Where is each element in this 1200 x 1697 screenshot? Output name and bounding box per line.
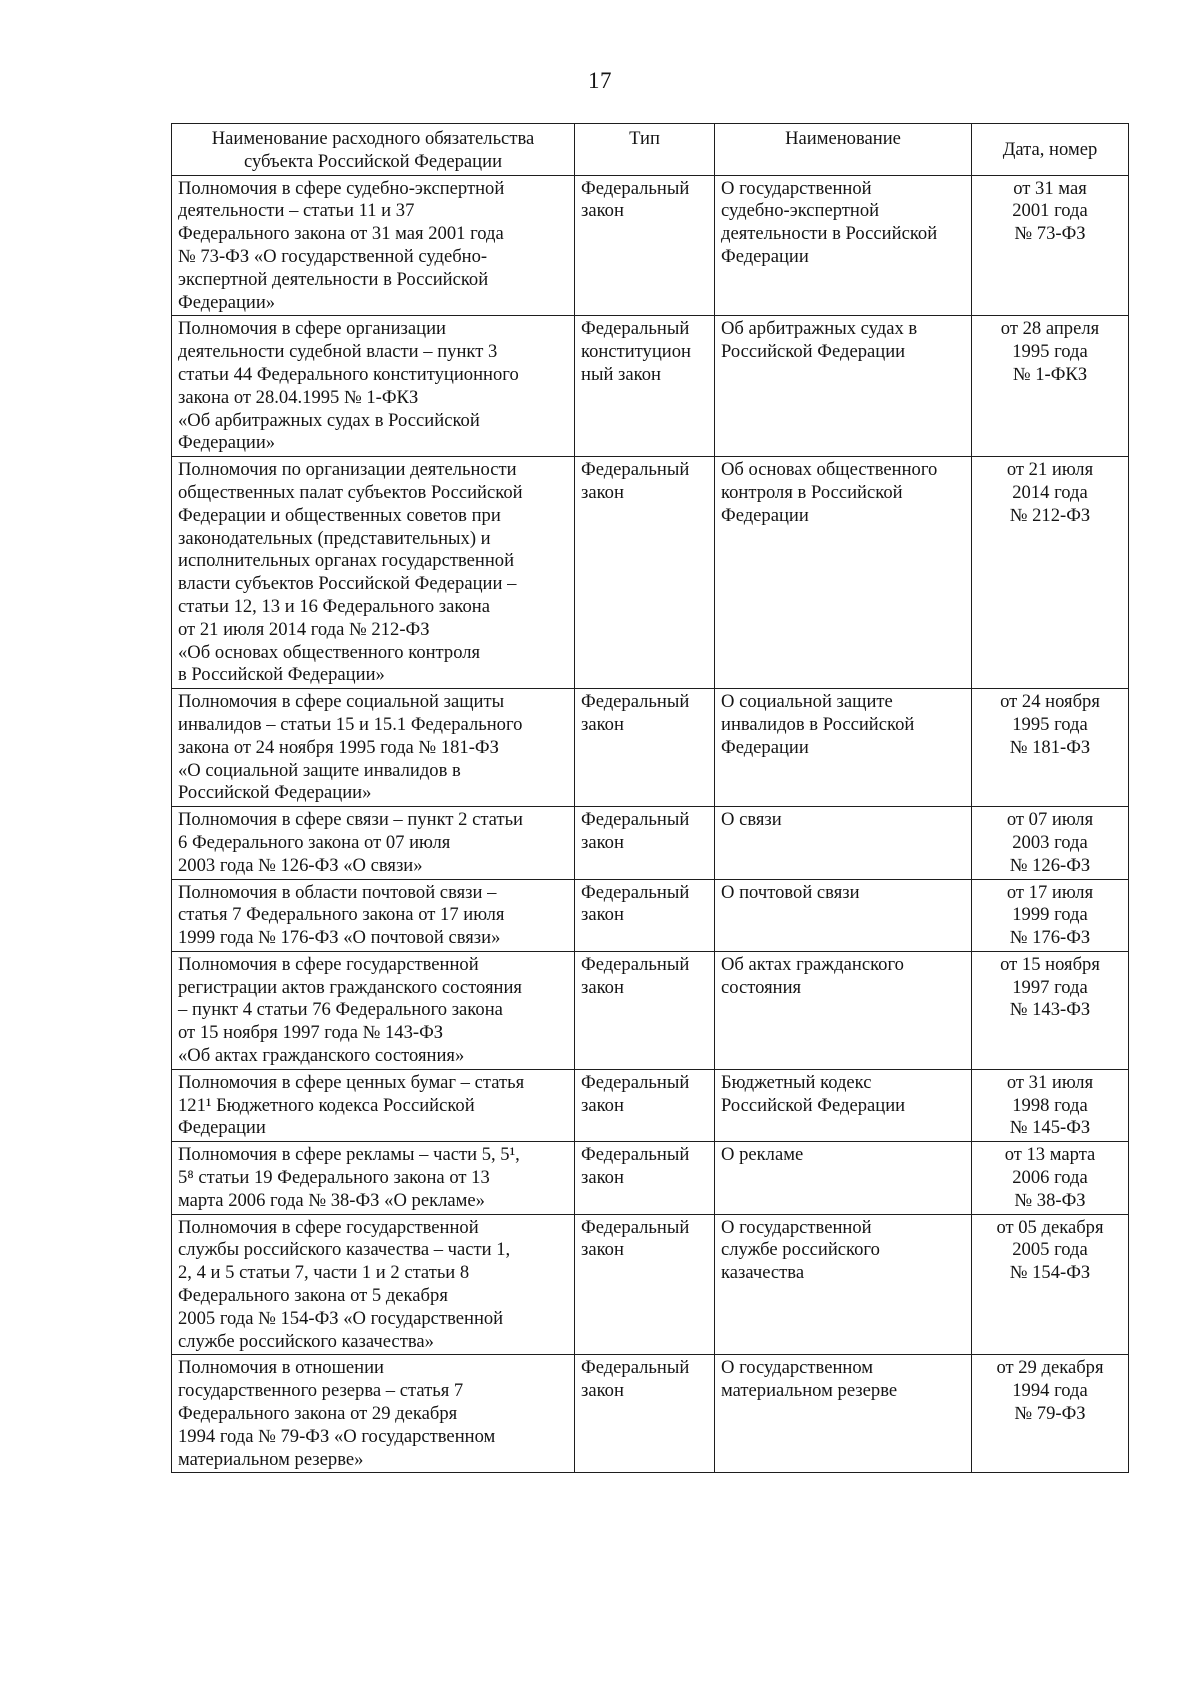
cell-type xyxy=(575,689,715,807)
cell-name xyxy=(715,951,972,1069)
table-header-row xyxy=(172,124,1129,176)
cell-name xyxy=(715,1355,972,1473)
date-text: от 05 декабря 2005 года № 154-ФЗ xyxy=(996,1216,1104,1284)
table-row xyxy=(172,689,1129,807)
cell-name xyxy=(715,879,972,951)
name-text: О социальной защите инвалидов в Российской Федерации xyxy=(721,691,915,758)
obligation-text: Полномочия в сфере государственной регистрации актов гражданского состояния – пункт 4 статьи 76 Федерального закона от 15 ноября 1997 года № 143-ФЗ «Об актах гражданского состояния» xyxy=(178,953,522,1067)
cell-name xyxy=(715,689,972,807)
cell-type xyxy=(575,316,715,457)
table-row xyxy=(172,1355,1129,1473)
cell-type xyxy=(575,175,715,316)
date-text: от 29 декабря 1994 года № 79-ФЗ xyxy=(996,1357,1104,1425)
cell-date xyxy=(972,1214,1129,1355)
type-text: Федеральный закон xyxy=(581,1216,690,1261)
obligation-text: Полномочия в области почтовой связи – статья 7 Федерального закона от 17 июля 1999 года № 176-ФЗ «О почтовой связи» xyxy=(178,881,505,949)
table-row xyxy=(172,316,1129,457)
cell-obligation xyxy=(172,951,575,1069)
header-obligation: Наименование расходного обязательства субъекта Российской Федерации xyxy=(172,124,575,176)
header-type: Тип xyxy=(575,124,715,176)
name-text: Об актах гражданского состояния xyxy=(721,953,904,998)
obligations-table xyxy=(171,123,1129,1473)
cell-type xyxy=(575,807,715,879)
name-text: Бюджетный кодекс Российской Федерации xyxy=(721,1071,906,1116)
type-text: Федеральный закон xyxy=(581,691,690,735)
cell-date xyxy=(972,1069,1129,1141)
type-text: Федеральный закон xyxy=(581,459,690,503)
table-row xyxy=(172,1142,1129,1214)
type-text: Федеральный закон xyxy=(581,1071,690,1116)
cell-obligation xyxy=(172,1214,575,1355)
cell-obligation xyxy=(172,1355,575,1473)
cell-name xyxy=(715,807,972,879)
cell-type xyxy=(575,1214,715,1355)
cell-type xyxy=(575,457,715,689)
cell-name xyxy=(715,457,972,689)
cell-date xyxy=(972,1355,1129,1473)
obligation-text: Полномочия в сфере связи – пункт 2 статьи 6 Федерального закона от 07 июля 2003 года № 126-ФЗ «О связи» xyxy=(178,809,524,876)
date-text: от 28 апреля 1995 года № 1-ФКЗ xyxy=(1000,318,1100,385)
table-header xyxy=(172,124,1129,176)
cell-date xyxy=(972,1142,1129,1214)
type-text: Федеральный закон xyxy=(581,177,690,222)
name-text: О связи xyxy=(721,809,782,831)
cell-date xyxy=(972,807,1129,879)
cell-type xyxy=(575,1069,715,1141)
table-row xyxy=(172,175,1129,316)
name-text: О почтовой связи xyxy=(721,881,860,903)
cell-date xyxy=(972,951,1129,1069)
cell-date xyxy=(972,457,1129,689)
table-row xyxy=(172,951,1129,1069)
date-text: от 13 марта 2006 года № 38-ФЗ xyxy=(1004,1144,1096,1211)
obligation-text: Полномочия в сфере государственной службы российского казачества – части 1, 2, 4 и 5 статьи 7, части 1 и 2 статьи 8 Федерального закона от 5 декабря 2005 года № 154-ФЗ «О государственной службе российского казачества» xyxy=(178,1216,511,1352)
date-text: от 31 июля 1998 года № 145-ФЗ xyxy=(1006,1071,1094,1139)
cell-obligation xyxy=(172,1069,575,1141)
type-text: Федеральный закон xyxy=(581,809,690,853)
obligation-text: Полномочия в сфере ценных бумаг – статья 121¹ Бюджетного кодекса Российской Федерации xyxy=(178,1071,525,1139)
cell-obligation xyxy=(172,807,575,879)
header-date: Дата, номер xyxy=(972,124,1129,176)
cell-obligation xyxy=(172,316,575,457)
date-text: от 21 июля 2014 года № 212-ФЗ xyxy=(1006,459,1094,526)
name-text: О государственной службе российского казачества xyxy=(721,1216,880,1284)
table-row xyxy=(172,879,1129,951)
cell-type xyxy=(575,1142,715,1214)
cell-date xyxy=(972,175,1129,316)
date-text: от 17 июля 1999 года № 176-ФЗ xyxy=(1006,881,1094,949)
date-text: от 24 ноября 1995 года № 181-ФЗ xyxy=(1000,691,1100,758)
table-row xyxy=(172,1214,1129,1355)
type-text: Федеральный закон xyxy=(581,881,690,926)
table-row xyxy=(172,1069,1129,1141)
table-row xyxy=(172,807,1129,879)
cell-obligation xyxy=(172,689,575,807)
cell-name xyxy=(715,1142,972,1214)
cell-type xyxy=(575,1355,715,1473)
cell-date xyxy=(972,316,1129,457)
cell-type xyxy=(575,951,715,1069)
cell-date xyxy=(972,689,1129,807)
obligation-text: Полномочия в сфере рекламы – части 5, 5¹, 5⁸ статьи 19 Федерального закона от 13 марта 2006 года № 38-ФЗ «О рекламе» xyxy=(178,1144,520,1211)
cell-name xyxy=(715,316,972,457)
type-text: Федеральный закон xyxy=(581,1144,690,1189)
name-text: О государственной судебно-экспертной деятельности в Российской Федерации xyxy=(721,177,938,267)
table-row xyxy=(172,457,1129,689)
obligation-text: Полномочия в сфере организации деятельности судебной власти – пункт 3 статьи 44 Федерального конституционного закона от 28.04.1995 № 1-ФКЗ «Об арбитражных судах в Российской Федерации» xyxy=(178,318,519,454)
type-text: Федеральный конституцион ный закон xyxy=(581,318,691,385)
cell-type xyxy=(575,879,715,951)
type-text: Федеральный закон xyxy=(581,1357,690,1402)
name-text: О рекламе xyxy=(721,1144,804,1166)
obligation-text: Полномочия в сфере судебно-экспертной деятельности – статьи 11 и 37 Федерального закона от 31 мая 2001 года № 73-ФЗ «О государственной судебно- экспертной деятельности в Российской Федерации» xyxy=(178,177,505,313)
cell-name xyxy=(715,1214,972,1355)
page-number: 17 xyxy=(588,68,612,93)
obligation-text: Полномочия в сфере социальной защиты инвалидов – статьи 15 и 15.1 Федерального закона от 24 ноября 1995 года № 181-ФЗ «О социальной защите инвалидов в Российской Федерации» xyxy=(178,691,523,804)
date-text: от 07 июля 2003 года № 126-ФЗ xyxy=(1006,809,1094,876)
cell-obligation xyxy=(172,457,575,689)
name-text: О государственном материальном резерве xyxy=(721,1357,898,1402)
cell-obligation xyxy=(172,879,575,951)
date-text: от 15 ноября 1997 года № 143-ФЗ xyxy=(1000,953,1100,1021)
cell-obligation xyxy=(172,175,575,316)
name-text: Об арбитражных судах в Российской Федерации xyxy=(721,318,918,363)
date-text: от 31 мая 2001 года № 73-ФЗ xyxy=(1012,177,1088,245)
cell-obligation xyxy=(172,1142,575,1214)
header-name: Наименование xyxy=(715,124,972,176)
table-body xyxy=(172,175,1129,1473)
cell-date xyxy=(972,879,1129,951)
type-text: Федеральный закон xyxy=(581,953,690,998)
cell-name xyxy=(715,175,972,316)
obligation-text: Полномочия в отношении государственного резерва – статья 7 Федерального закона от 29 декабря 1994 года № 79-ФЗ «О государственном материальном резерве» xyxy=(178,1357,496,1470)
obligation-text: Полномочия по организации деятельности общественных палат субъектов Российской Федерации и общественных советов при законодательных (представительных) и исполнительных органах государственной власти субъектов Российской Федерации – статьи 12, 13 и 16 Федерального закона от 21 июля 2014 года № 212-ФЗ «Об основах общественного контроля в Российской Федерации» xyxy=(178,459,523,686)
cell-name xyxy=(715,1069,972,1141)
name-text: Об основах общественного контроля в Российской Федерации xyxy=(721,459,938,526)
